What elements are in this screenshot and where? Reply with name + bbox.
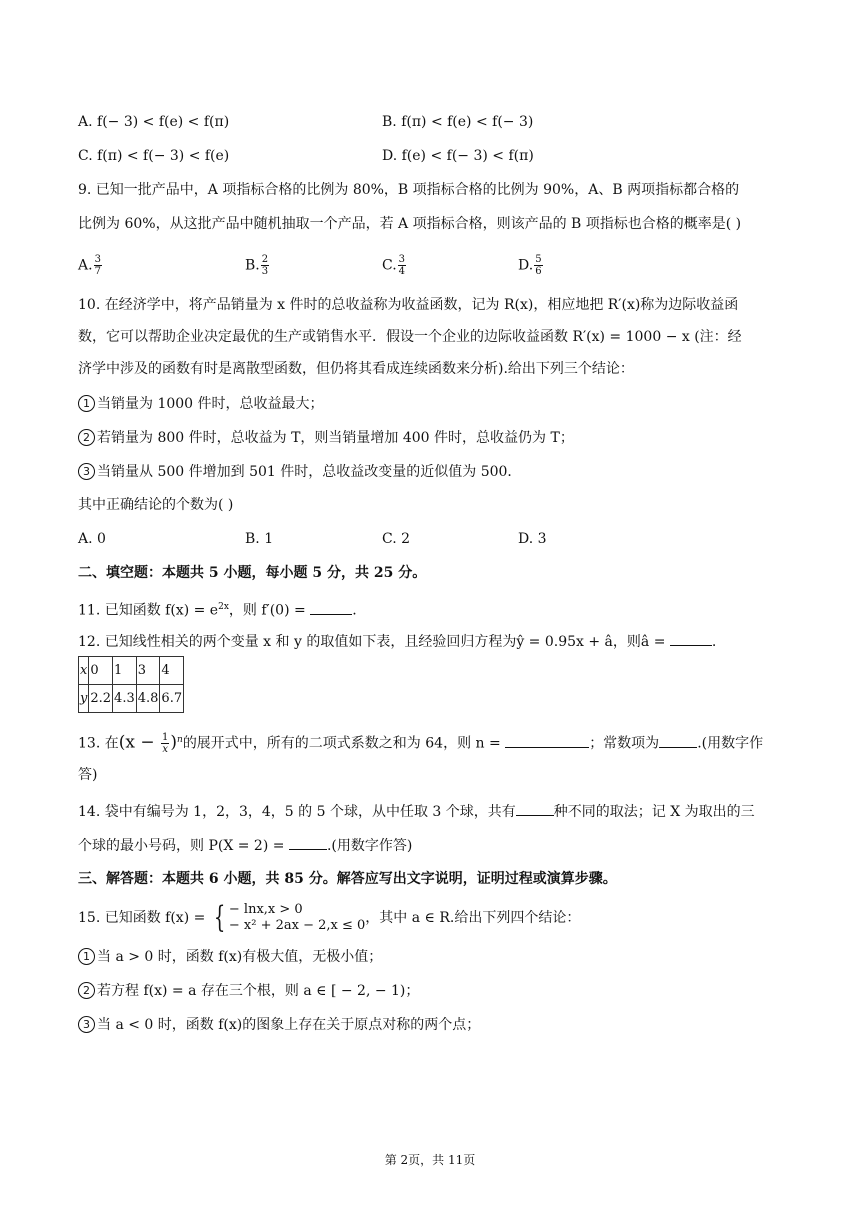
q10-option-b: B. 1 <box>245 531 274 547</box>
q10-conclusion-3: 3 当销量从 500 件增加到 501 件时，总收益改变量的近似值为 500． <box>78 462 521 482</box>
table-cell: 6.7 <box>160 685 184 713</box>
q13-line2: 答) <box>78 767 98 783</box>
answer-blank <box>516 801 554 816</box>
left-brace-icon: { <box>213 900 226 935</box>
answer-blank <box>310 600 352 615</box>
section-3-heading: 三、解答题：本题共 6 小题，共 85 分。解答应写出文字说明，证明过程或演算步骤。 <box>78 871 617 887</box>
table-cell: 4.8 <box>136 685 160 713</box>
table-row <box>79 657 184 685</box>
q10-conclusion-2: 2 若销量为 800 件时，总收益为 T，则当销量增加 400 件时，总收益仍为 T； <box>78 428 574 448</box>
q9-option-c: C. $\frac{3}{4}$ <box>382 254 406 277</box>
table-cell: 1 <box>113 657 137 685</box>
q14-line1: 14. 袋中有编号为 1，2，3，4，5 的 5 个球，从中任取 3 个球，共有 种不同的取法；记 X 为取出的三 <box>78 801 755 822</box>
q10-option-c: C. 2 <box>382 531 411 547</box>
q8-option-b: B. f(π) < f(e) < f(− 3) <box>382 114 534 130</box>
table-row <box>79 685 184 713</box>
table-cell: 2.2 <box>89 685 113 713</box>
section-2-heading: 二、填空题：本题共 5 小题，每小题 5 分，共 25 分。 <box>78 565 427 581</box>
table-cell: y <box>79 685 89 713</box>
table-cell: x <box>79 657 89 685</box>
q12: 12. 已知线性相关的两个变量 x 和 y 的取值如下表，且经验回归方程为ŷ = 0.95x + â，则â = . <box>78 631 716 652</box>
q10-option-a: A. 0 <box>78 531 106 547</box>
q9-option-b: B. $\frac{2}{3}$ <box>245 254 269 277</box>
circle-number-2: 2 <box>78 982 95 999</box>
table-cell: 3 <box>136 657 160 685</box>
q9-option-d: D. $\frac{5}{6}$ <box>518 254 542 277</box>
q15-conclusion-1: 1 当 a > 0 时，函数 f(x)有极大值，无极小值； <box>78 947 382 967</box>
q10-line1: 10. 在经济学中，将产品销量为 x 件时的总收益称为收益函数，记为 R(x)，相应地把 R′(x)称为边际收益函 <box>78 297 739 313</box>
q8-option-c: C. f(π) < f(− 3) < f(e) <box>78 148 230 164</box>
q9-line1: 9. 已知一批产品中，A 项指标合格的比例为 80%，B 项指标合格的比例为 90%，A、B 两项指标都合格的 <box>78 182 740 198</box>
q10-conclusion-1: 1 当销量为 1000 件时，总收益最大； <box>78 394 324 414</box>
table-cell: 4 <box>160 657 184 685</box>
table-cell: 4.3 <box>113 685 137 713</box>
q10-option-d: D. 3 <box>518 531 547 547</box>
page-footer: 第 2页，共 11页 <box>384 1153 476 1167</box>
q8-option-a: A. f(− 3) < f(e) < f(π) <box>78 114 230 130</box>
answer-blank <box>670 631 712 646</box>
q15-conclusion-2: 2 若方程 f(x) = a 存在三个根，则 a ∈ [ − 2, − 1)； <box>78 981 419 1001</box>
answer-blank <box>659 733 697 748</box>
q14-line2: 个球的最小号码，则 P(X = 2) = .(用数字作答) <box>78 835 412 856</box>
q9-option-a: A. $\frac{3}{7}$ <box>78 254 101 277</box>
circle-number-1: 1 <box>78 948 95 965</box>
circle-number-2: 2 <box>78 429 95 446</box>
q9-line2: 比例为 60%，从这批产品中随机抽取一个产品，若 A 项指标合格，则该产品的 B 项指标也合格的概率是( ) <box>78 216 742 232</box>
q15-conclusion-3: 3 当 a < 0 时，函数 f(x)的图象上存在关于原点对称的两个点； <box>78 1015 480 1035</box>
q13-line1: 13. 在(x − $\frac{1}{x}$ )$^n$的展开式中，所有的二项式系数之和为 64，则 n = ；常数项为 .(用数字作 <box>78 732 764 756</box>
q10-question: 其中正确结论的个数为( ) <box>78 497 234 513</box>
q10-line2: 数，它可以帮助企业决定最优的生产或销售水平．假设一个企业的边际收益函数 R′(x) = 1000 − x (注：经 <box>78 329 742 345</box>
q11: 11. 已知函数 $f(x) = e^{2x}$，则 f′(0) = . <box>78 597 357 621</box>
answer-blank <box>505 733 589 748</box>
q8-option-d: D. f(e) < f(− 3) < f(π) <box>382 148 534 164</box>
q10-line3: 济学中涉及的函数有时是离散型函数，但仍将其看成连续函数来分析).给出下列三个结论： <box>78 361 634 377</box>
answer-blank <box>289 835 327 850</box>
circle-number-3: 3 <box>78 1016 95 1033</box>
circle-number-1: 1 <box>78 395 95 412</box>
circle-number-3: 3 <box>78 463 95 480</box>
q12-data-table <box>78 656 184 713</box>
table-cell: 0 <box>89 657 113 685</box>
q15-definition: 15. 已知函数 f(x) = { − lnx,x > 0 − x² + 2ax − 2,x ≤ 0 ，其中 a ∈ R.给出下列四个结论： <box>78 900 581 935</box>
